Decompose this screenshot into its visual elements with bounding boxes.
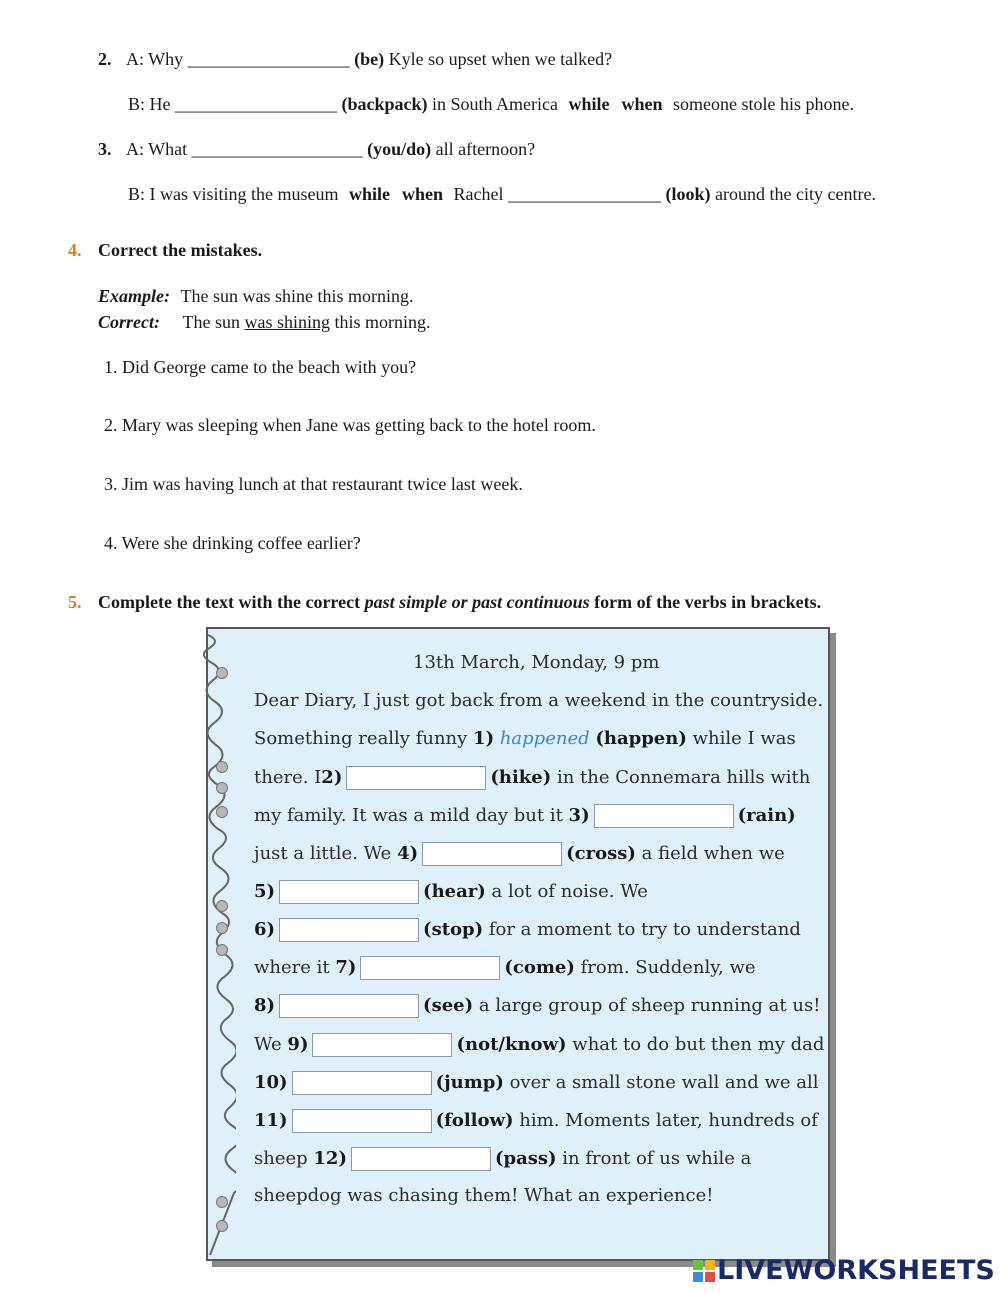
ex4-example-label: Example: bbox=[98, 286, 170, 306]
verb-hint: (not/know) bbox=[456, 1034, 567, 1055]
diary-line bbox=[254, 766, 810, 790]
diary-text: there. I bbox=[254, 767, 322, 788]
diary-text: a lot of noise. We bbox=[491, 881, 648, 902]
gap-number: 8) bbox=[254, 995, 276, 1016]
diary-text: from. Suddenly, we bbox=[580, 957, 756, 978]
ex4-item[interactable]: 3. Jim was having lunch at that restaurant twice last week. bbox=[104, 474, 523, 494]
diary-text: sheepdog was chasing them! What an experience! bbox=[254, 1185, 714, 1206]
gap-number: 11) bbox=[254, 1110, 288, 1131]
answer-box-11[interactable] bbox=[292, 1109, 432, 1133]
verb-hint: (hike) bbox=[490, 767, 552, 788]
diary-line bbox=[254, 804, 796, 828]
diary-line bbox=[254, 1071, 819, 1095]
ex4-correct bbox=[98, 311, 431, 333]
verb-hint: (hear) bbox=[423, 881, 486, 902]
verb-hint: (pass) bbox=[494, 1148, 557, 1169]
q3-line-b bbox=[128, 183, 876, 205]
gap-number: 5) bbox=[254, 881, 276, 902]
q2-a-blank[interactable]: __________________ bbox=[187, 49, 350, 69]
diary-line bbox=[254, 690, 823, 712]
binding-hole bbox=[216, 944, 228, 956]
binding-hole bbox=[216, 1196, 228, 1208]
answer-box-3[interactable] bbox=[594, 804, 734, 828]
ex4-title: Correct the mistakes. bbox=[98, 240, 263, 260]
diary-text: a large group of sheep running at us! bbox=[478, 995, 821, 1016]
diary-text: over a small stone wall and we all bbox=[509, 1072, 819, 1093]
example-answer: happened bbox=[499, 728, 590, 749]
q3-line-a bbox=[98, 138, 535, 160]
diary-text: while I was bbox=[692, 728, 796, 749]
q3-a-blank[interactable]: ___________________ bbox=[191, 139, 363, 159]
diary-line bbox=[254, 1109, 818, 1133]
gap-number: 4) bbox=[397, 843, 419, 864]
q2-b-mid: in South America bbox=[432, 94, 558, 114]
ex4-correct-underlined: was shining bbox=[244, 312, 330, 332]
verb-hint: (stop) bbox=[423, 919, 484, 940]
q3-a-verb: (you/do) bbox=[367, 139, 432, 159]
diary-text: him. Moments later, hundreds of bbox=[519, 1110, 818, 1131]
diary-text: just a little. We bbox=[254, 843, 392, 864]
ex5-title-post: form of the verbs in brackets. bbox=[594, 592, 822, 612]
logo-icon bbox=[693, 1260, 715, 1282]
q2-line-a bbox=[98, 48, 612, 70]
ex5-number: 5. bbox=[68, 592, 82, 612]
gap-number: 6) bbox=[254, 919, 276, 940]
ex4-number: 4. bbox=[68, 240, 82, 260]
gap-number: 9) bbox=[287, 1034, 309, 1055]
q2-option-when[interactable]: when bbox=[621, 94, 663, 114]
diary-line bbox=[254, 918, 801, 942]
diary-text: my family. It was a mild day but it bbox=[254, 805, 563, 826]
diary-text: in the Connemara hills with bbox=[556, 767, 811, 788]
diary-text: where it bbox=[254, 957, 330, 978]
diary-date: 13th March, Monday, 9 pm bbox=[413, 652, 660, 673]
answer-box-2[interactable] bbox=[346, 766, 486, 790]
ex5-title-italic: past simple or past continuous bbox=[364, 592, 590, 612]
verb-hint: (happen) bbox=[595, 728, 687, 749]
q2-b-blank[interactable]: __________________ bbox=[175, 94, 337, 114]
diary-line bbox=[254, 728, 796, 750]
binding-hole bbox=[216, 782, 228, 794]
q2-b-prefix: B: He bbox=[128, 94, 171, 114]
q2-b-verb: (backpack) bbox=[341, 94, 428, 114]
gap-number: 10) bbox=[254, 1072, 288, 1093]
binding-hole bbox=[216, 900, 228, 912]
q3-b-blank[interactable]: _________________ bbox=[508, 184, 662, 204]
diary-text: Something really funny bbox=[254, 728, 468, 749]
gap-number: 1) bbox=[473, 728, 495, 749]
diary-line bbox=[254, 1185, 713, 1207]
verb-hint: (jump) bbox=[435, 1072, 504, 1093]
q2-a-prefix: A: Why bbox=[126, 49, 184, 69]
q3-option-when[interactable]: when bbox=[402, 184, 444, 204]
verb-hint: (follow) bbox=[435, 1110, 514, 1131]
diary-text: what to do but then my dad bbox=[572, 1034, 825, 1055]
diary-text: We bbox=[254, 1034, 282, 1055]
ex4-item[interactable]: 1. Did George came to the beach with you? bbox=[104, 357, 417, 377]
gap-number: 7) bbox=[335, 957, 357, 978]
q3-b-prefix: B: I was visiting the museum bbox=[128, 184, 339, 204]
q2-a-verb: (be) bbox=[354, 49, 385, 69]
binding-hole bbox=[216, 806, 228, 818]
answer-box-8[interactable] bbox=[279, 994, 419, 1018]
q3-b-verb: (look) bbox=[665, 184, 711, 204]
diary-line bbox=[254, 994, 820, 1018]
ex4-item[interactable]: 4. Were she drinking coffee earlier? bbox=[104, 533, 361, 553]
binding-hole bbox=[216, 667, 228, 679]
liveworksheets-logo bbox=[693, 1255, 995, 1286]
diary-line bbox=[254, 956, 756, 980]
answer-box-6[interactable] bbox=[279, 918, 419, 942]
answer-box-12[interactable] bbox=[351, 1147, 491, 1171]
answer-box-9[interactable] bbox=[312, 1033, 452, 1057]
spiral-binding bbox=[196, 627, 236, 1259]
q2-number: 2. bbox=[98, 49, 112, 69]
q2-line-b bbox=[128, 93, 854, 115]
answer-box-4[interactable] bbox=[422, 842, 562, 866]
ex5-title-pre: Complete the text with the correct bbox=[98, 592, 361, 612]
diary-text: sheep bbox=[254, 1148, 308, 1169]
diary-text: a field when we bbox=[641, 843, 785, 864]
q3-a-prefix: A: What bbox=[126, 139, 188, 159]
ex4-correct-post: this morning. bbox=[334, 312, 431, 332]
verb-hint: (come) bbox=[504, 957, 575, 978]
ex4-heading bbox=[68, 239, 262, 261]
ex4-example-text: The sun was shine this morning. bbox=[180, 286, 414, 306]
logo-text: LIVEWORKSHEETS bbox=[717, 1255, 995, 1286]
answer-box-5[interactable] bbox=[279, 880, 419, 904]
gap-number: 3) bbox=[568, 805, 590, 826]
binding-hole bbox=[216, 1220, 228, 1232]
answer-box-7[interactable] bbox=[360, 956, 500, 980]
diary-line bbox=[254, 1033, 824, 1057]
gap-number: 12) bbox=[313, 1148, 347, 1169]
verb-hint: (rain) bbox=[737, 805, 796, 826]
ex4-item[interactable]: 2. Mary was sleeping when Jane was getting back to the hotel room. bbox=[104, 415, 596, 435]
diary-line bbox=[254, 880, 648, 904]
diary-line bbox=[254, 842, 785, 866]
q2-b-rest: someone stole his phone. bbox=[673, 94, 855, 114]
diary-text: in front of us while a bbox=[562, 1148, 752, 1169]
ex4-example bbox=[98, 285, 413, 307]
binding-hole bbox=[216, 761, 228, 773]
ex4-correct-label: Correct: bbox=[98, 312, 160, 332]
q2-a-rest: Kyle so upset when we talked? bbox=[388, 49, 613, 69]
q3-b-rest: around the city centre. bbox=[715, 184, 876, 204]
q3-option-while[interactable]: while bbox=[349, 184, 391, 204]
q3-a-rest: all afternoon? bbox=[435, 139, 536, 159]
diary-text: for a moment to try to understand bbox=[488, 919, 801, 940]
diary-line bbox=[254, 1147, 751, 1171]
diary-text: Dear Diary, I just got back from a weekend in the countryside. bbox=[254, 690, 824, 711]
verb-hint: (see) bbox=[423, 995, 474, 1016]
ex5-heading bbox=[68, 591, 821, 613]
q2-option-while[interactable]: while bbox=[568, 94, 610, 114]
verb-hint: (cross) bbox=[566, 843, 636, 864]
binding-hole bbox=[216, 922, 228, 934]
answer-box-10[interactable] bbox=[292, 1071, 432, 1095]
q3-b-mid: Rachel bbox=[453, 184, 504, 204]
gap-number: 2) bbox=[321, 767, 343, 788]
ex4-correct-pre: The sun bbox=[182, 312, 240, 332]
q3-number: 3. bbox=[98, 139, 112, 159]
